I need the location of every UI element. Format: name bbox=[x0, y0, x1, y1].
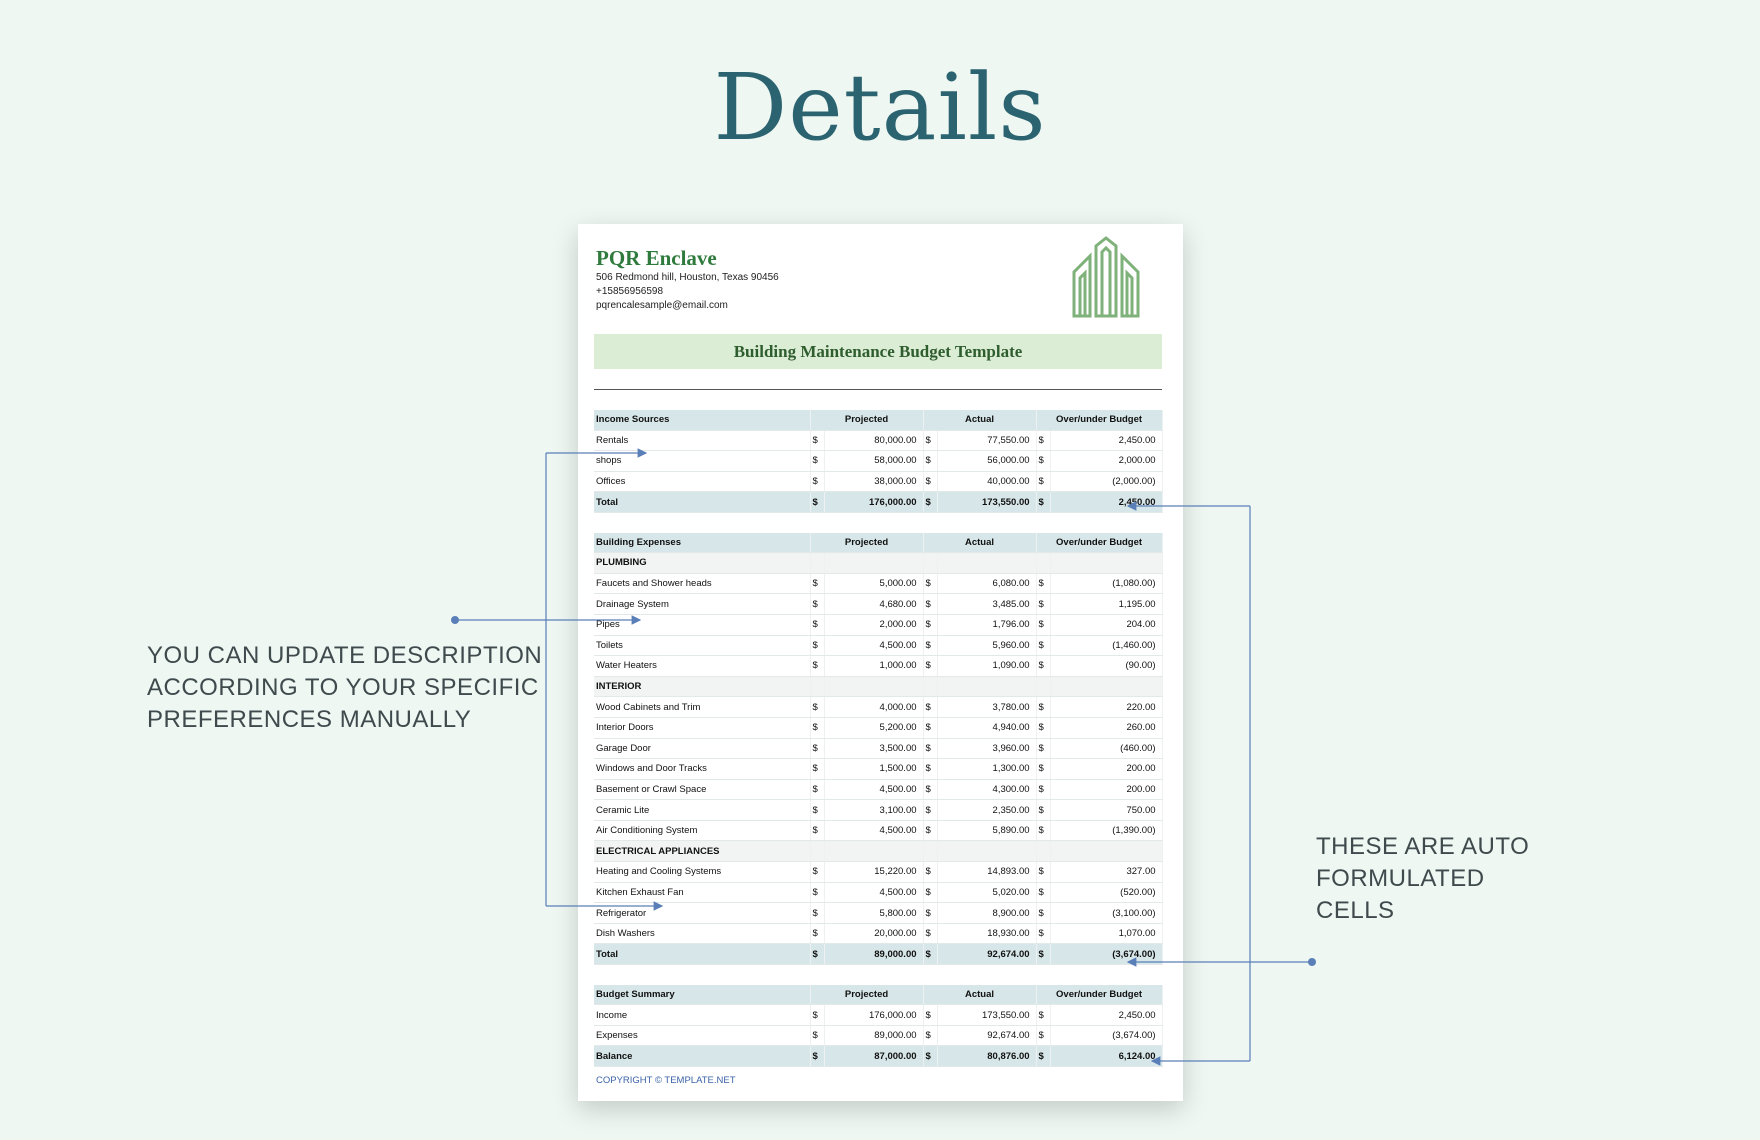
column-header-projected: Projected bbox=[810, 410, 923, 430]
currency-symbol: $ bbox=[923, 656, 937, 677]
variance-value: (460.00) bbox=[1050, 738, 1162, 759]
variance-value: (520.00) bbox=[1050, 882, 1162, 903]
summary-header-row bbox=[594, 985, 1162, 1005]
income-row[interactable] bbox=[594, 451, 1162, 472]
page-title: Details bbox=[713, 54, 1047, 161]
currency-symbol: $ bbox=[810, 594, 824, 615]
currency-symbol: $ bbox=[923, 635, 937, 656]
projected-value: 176,000.00 bbox=[824, 492, 923, 513]
expense-row[interactable] bbox=[594, 923, 1162, 944]
currency-symbol: $ bbox=[810, 717, 824, 738]
category-spacer bbox=[810, 676, 824, 697]
section-heading: Building Expenses bbox=[594, 533, 810, 553]
auto-formula-callout: THESE ARE AUTO FORMULATED CELLS bbox=[1316, 833, 1530, 924]
expense-row[interactable] bbox=[594, 573, 1162, 594]
category-row bbox=[594, 553, 1162, 574]
expenses-total-row[interactable] bbox=[594, 944, 1162, 965]
currency-symbol: $ bbox=[1036, 1005, 1050, 1026]
currency-symbol: $ bbox=[923, 944, 937, 965]
projected-value: 4,500.00 bbox=[824, 820, 923, 841]
currency-symbol: $ bbox=[1036, 820, 1050, 841]
row-label: Income bbox=[594, 1005, 810, 1026]
currency-symbol: $ bbox=[810, 779, 824, 800]
projected-value: 80,000.00 bbox=[824, 430, 923, 451]
row-label: Expenses bbox=[594, 1025, 810, 1046]
company-address: 506 Redmond hill, Houston, Texas 90456 bbox=[596, 272, 779, 283]
callout-dot-right bbox=[1308, 958, 1316, 966]
row-label: Windows and Door Tracks bbox=[594, 759, 810, 780]
currency-symbol: $ bbox=[1036, 779, 1050, 800]
category-label: PLUMBING bbox=[594, 553, 810, 574]
projected-value: 4,000.00 bbox=[824, 697, 923, 718]
column-header-projected: Projected bbox=[810, 533, 923, 553]
variance-value: 2,450.00 bbox=[1050, 492, 1162, 513]
row-label: Interior Doors bbox=[594, 717, 810, 738]
variance-value: 6,124.00 bbox=[1050, 1046, 1162, 1067]
company-phone: +15856956598 bbox=[596, 286, 664, 297]
actual-value: 56,000.00 bbox=[937, 451, 1036, 472]
spacer-row bbox=[594, 512, 1162, 532]
row-label: Dish Washers bbox=[594, 923, 810, 944]
currency-symbol: $ bbox=[810, 862, 824, 883]
currency-symbol: $ bbox=[923, 573, 937, 594]
currency-symbol: $ bbox=[923, 1025, 937, 1046]
actual-value: 14,893.00 bbox=[937, 862, 1036, 883]
column-header-actual: Actual bbox=[923, 410, 1036, 430]
category-spacer bbox=[1036, 841, 1050, 862]
currency-symbol: $ bbox=[1036, 430, 1050, 451]
actual-value: 5,020.00 bbox=[937, 882, 1036, 903]
column-header-actual: Actual bbox=[923, 985, 1036, 1005]
projected-value: 1,000.00 bbox=[824, 656, 923, 677]
category-spacer bbox=[824, 553, 923, 574]
summary-row[interactable] bbox=[594, 1005, 1162, 1026]
variance-value: 1,195.00 bbox=[1050, 594, 1162, 615]
currency-symbol: $ bbox=[810, 1005, 824, 1026]
row-label: Toilets bbox=[594, 635, 810, 656]
variance-value: 204.00 bbox=[1050, 614, 1162, 635]
row-label: Wood Cabinets and Trim bbox=[594, 697, 810, 718]
projected-value: 89,000.00 bbox=[824, 944, 923, 965]
variance-value: 1,070.00 bbox=[1050, 923, 1162, 944]
row-label: Offices bbox=[594, 471, 810, 492]
expense-row[interactable] bbox=[594, 903, 1162, 924]
variance-value: 200.00 bbox=[1050, 759, 1162, 780]
building-logo-icon bbox=[1066, 234, 1146, 324]
currency-symbol: $ bbox=[923, 614, 937, 635]
variance-value: 2,450.00 bbox=[1050, 1005, 1162, 1026]
row-label: Total bbox=[594, 944, 810, 965]
currency-symbol: $ bbox=[810, 820, 824, 841]
currency-symbol: $ bbox=[923, 779, 937, 800]
row-label: Heating and Cooling Systems bbox=[594, 862, 810, 883]
projected-value: 20,000.00 bbox=[824, 923, 923, 944]
category-spacer bbox=[937, 676, 1036, 697]
currency-symbol: $ bbox=[810, 1046, 824, 1067]
category-label: ELECTRICAL APPLIANCES bbox=[594, 841, 810, 862]
variance-value: 2,000.00 bbox=[1050, 451, 1162, 472]
row-label: Ceramic Lite bbox=[594, 800, 810, 821]
category-row bbox=[594, 841, 1162, 862]
expense-row[interactable] bbox=[594, 738, 1162, 759]
variance-value: 260.00 bbox=[1050, 717, 1162, 738]
category-spacer bbox=[1036, 676, 1050, 697]
column-header-actual: Actual bbox=[923, 533, 1036, 553]
expense-row[interactable] bbox=[594, 779, 1162, 800]
projected-value: 5,200.00 bbox=[824, 717, 923, 738]
column-header-projected: Projected bbox=[810, 985, 923, 1005]
currency-symbol: $ bbox=[923, 738, 937, 759]
category-spacer bbox=[1050, 841, 1162, 862]
row-label: Total bbox=[594, 492, 810, 513]
currency-symbol: $ bbox=[810, 882, 824, 903]
currency-symbol: $ bbox=[1036, 697, 1050, 718]
variance-value: (1,080.00) bbox=[1050, 573, 1162, 594]
projected-value: 3,500.00 bbox=[824, 738, 923, 759]
category-spacer bbox=[824, 676, 923, 697]
currency-symbol: $ bbox=[1036, 594, 1050, 615]
actual-value: 18,930.00 bbox=[937, 923, 1036, 944]
actual-value: 5,960.00 bbox=[937, 635, 1036, 656]
expense-row[interactable] bbox=[594, 614, 1162, 635]
currency-symbol: $ bbox=[923, 820, 937, 841]
expense-row[interactable] bbox=[594, 759, 1162, 780]
spacer-cell bbox=[594, 965, 1162, 985]
company-email: pqrencalesample@email.com bbox=[596, 300, 728, 311]
income-total-row[interactable] bbox=[594, 492, 1162, 513]
category-spacer bbox=[937, 841, 1036, 862]
actual-value: 1,090.00 bbox=[937, 656, 1036, 677]
projected-value: 3,100.00 bbox=[824, 800, 923, 821]
actual-value: 1,300.00 bbox=[937, 759, 1036, 780]
expenses-header-row bbox=[594, 533, 1162, 553]
currency-symbol: $ bbox=[1036, 800, 1050, 821]
currency-symbol: $ bbox=[810, 451, 824, 472]
expense-row[interactable] bbox=[594, 717, 1162, 738]
projected-value: 2,000.00 bbox=[824, 614, 923, 635]
income-row[interactable] bbox=[594, 430, 1162, 451]
currency-symbol: $ bbox=[810, 738, 824, 759]
budget-sheet bbox=[578, 224, 1183, 1101]
currency-symbol: $ bbox=[1036, 451, 1050, 472]
balance-row[interactable] bbox=[594, 1046, 1162, 1067]
row-label: Balance bbox=[594, 1046, 810, 1067]
projected-value: 15,220.00 bbox=[824, 862, 923, 883]
column-header-variance: Over/under Budget bbox=[1036, 410, 1162, 430]
category-spacer bbox=[1036, 553, 1050, 574]
category-spacer bbox=[1050, 676, 1162, 697]
projected-value: 1,500.00 bbox=[824, 759, 923, 780]
row-label: Basement or Crawl Space bbox=[594, 779, 810, 800]
currency-symbol: $ bbox=[1036, 656, 1050, 677]
currency-symbol: $ bbox=[923, 882, 937, 903]
actual-value: 5,890.00 bbox=[937, 820, 1036, 841]
currency-symbol: $ bbox=[810, 471, 824, 492]
actual-value: 3,485.00 bbox=[937, 594, 1036, 615]
category-spacer bbox=[824, 841, 923, 862]
column-header-variance: Over/under Budget bbox=[1036, 985, 1162, 1005]
currency-symbol: $ bbox=[1036, 759, 1050, 780]
variance-value: (3,674.00) bbox=[1050, 944, 1162, 965]
projected-value: 4,500.00 bbox=[824, 779, 923, 800]
actual-value: 77,550.00 bbox=[937, 430, 1036, 451]
currency-symbol: $ bbox=[810, 614, 824, 635]
income-row[interactable] bbox=[594, 471, 1162, 492]
row-label: Water Heaters bbox=[594, 656, 810, 677]
currency-symbol: $ bbox=[810, 635, 824, 656]
spacer-cell bbox=[594, 512, 1162, 532]
category-spacer bbox=[810, 553, 824, 574]
currency-symbol: $ bbox=[1036, 738, 1050, 759]
currency-symbol: $ bbox=[923, 430, 937, 451]
currency-symbol: $ bbox=[1036, 923, 1050, 944]
spacer-row bbox=[594, 965, 1162, 985]
category-spacer bbox=[923, 841, 937, 862]
actual-value: 4,300.00 bbox=[937, 779, 1036, 800]
currency-symbol: $ bbox=[1036, 944, 1050, 965]
projected-value: 38,000.00 bbox=[824, 471, 923, 492]
template-banner: Building Maintenance Budget Template bbox=[594, 334, 1162, 369]
currency-symbol: $ bbox=[1036, 573, 1050, 594]
actual-value: 173,550.00 bbox=[937, 1005, 1036, 1026]
row-label: Garage Door bbox=[594, 738, 810, 759]
expense-row[interactable] bbox=[594, 697, 1162, 718]
category-spacer bbox=[923, 553, 937, 574]
category-spacer bbox=[810, 841, 824, 862]
currency-symbol: $ bbox=[810, 1025, 824, 1046]
currency-symbol: $ bbox=[810, 430, 824, 451]
currency-symbol: $ bbox=[810, 800, 824, 821]
copyright-text: COPYRIGHT © TEMPLATE.NET bbox=[596, 1075, 736, 1086]
currency-symbol: $ bbox=[810, 697, 824, 718]
expense-row[interactable] bbox=[594, 594, 1162, 615]
projected-value: 89,000.00 bbox=[824, 1025, 923, 1046]
currency-symbol: $ bbox=[923, 923, 937, 944]
currency-symbol: $ bbox=[923, 1005, 937, 1026]
projected-value: 4,500.00 bbox=[824, 635, 923, 656]
currency-symbol: $ bbox=[923, 594, 937, 615]
currency-symbol: $ bbox=[1036, 471, 1050, 492]
currency-symbol: $ bbox=[810, 944, 824, 965]
budget-table bbox=[594, 410, 1163, 1067]
actual-value: 92,674.00 bbox=[937, 1025, 1036, 1046]
currency-symbol: $ bbox=[923, 471, 937, 492]
section-heading: Income Sources bbox=[594, 410, 810, 430]
actual-value: 3,780.00 bbox=[937, 697, 1036, 718]
manual-edit-callout: YOU CAN UPDATE DESCRIPTION ACCORDING TO YOUR SPECIFIC PREFERENCES MANUALLY bbox=[147, 642, 543, 733]
currency-symbol: $ bbox=[923, 800, 937, 821]
projected-value: 5,800.00 bbox=[824, 903, 923, 924]
expense-row[interactable] bbox=[594, 656, 1162, 677]
actual-value: 8,900.00 bbox=[937, 903, 1036, 924]
currency-symbol: $ bbox=[810, 759, 824, 780]
row-label: Drainage System bbox=[594, 594, 810, 615]
actual-value: 1,796.00 bbox=[937, 614, 1036, 635]
currency-symbol: $ bbox=[923, 1046, 937, 1067]
divider bbox=[594, 389, 1162, 390]
category-spacer bbox=[937, 553, 1036, 574]
currency-symbol: $ bbox=[1036, 862, 1050, 883]
income-header-row bbox=[594, 410, 1162, 430]
projected-value: 4,500.00 bbox=[824, 882, 923, 903]
actual-value: 4,940.00 bbox=[937, 717, 1036, 738]
variance-value: (3,674.00) bbox=[1050, 1025, 1162, 1046]
currency-symbol: $ bbox=[923, 492, 937, 513]
variance-value: (1,390.00) bbox=[1050, 820, 1162, 841]
currency-symbol: $ bbox=[1036, 1046, 1050, 1067]
actual-value: 80,876.00 bbox=[937, 1046, 1036, 1067]
variance-value: 750.00 bbox=[1050, 800, 1162, 821]
currency-symbol: $ bbox=[1036, 614, 1050, 635]
variance-value: (2,000.00) bbox=[1050, 471, 1162, 492]
currency-symbol: $ bbox=[923, 451, 937, 472]
row-label: Refrigerator bbox=[594, 903, 810, 924]
row-label: Rentals bbox=[594, 430, 810, 451]
expense-row[interactable] bbox=[594, 820, 1162, 841]
actual-value: 3,960.00 bbox=[937, 738, 1036, 759]
actual-value: 173,550.00 bbox=[937, 492, 1036, 513]
currency-symbol: $ bbox=[1036, 1025, 1050, 1046]
currency-symbol: $ bbox=[810, 573, 824, 594]
expense-row[interactable] bbox=[594, 862, 1162, 883]
row-label: shops bbox=[594, 451, 810, 472]
currency-symbol: $ bbox=[1036, 882, 1050, 903]
row-label: Air Conditioning System bbox=[594, 820, 810, 841]
company-name: PQR Enclave bbox=[596, 246, 717, 270]
currency-symbol: $ bbox=[1036, 492, 1050, 513]
category-label: INTERIOR bbox=[594, 676, 810, 697]
currency-symbol: $ bbox=[810, 656, 824, 677]
section-heading: Budget Summary bbox=[594, 985, 810, 1005]
variance-value: 200.00 bbox=[1050, 779, 1162, 800]
actual-value: 92,674.00 bbox=[937, 944, 1036, 965]
currency-symbol: $ bbox=[923, 759, 937, 780]
currency-symbol: $ bbox=[923, 717, 937, 738]
callout-dot-left bbox=[451, 616, 459, 624]
actual-value: 6,080.00 bbox=[937, 573, 1036, 594]
variance-value: 327.00 bbox=[1050, 862, 1162, 883]
expense-row[interactable] bbox=[594, 800, 1162, 821]
currency-symbol: $ bbox=[923, 903, 937, 924]
projected-value: 58,000.00 bbox=[824, 451, 923, 472]
summary-row[interactable] bbox=[594, 1025, 1162, 1046]
expense-row[interactable] bbox=[594, 882, 1162, 903]
category-row bbox=[594, 676, 1162, 697]
currency-symbol: $ bbox=[1036, 717, 1050, 738]
projected-value: 87,000.00 bbox=[824, 1046, 923, 1067]
variance-value: (90.00) bbox=[1050, 656, 1162, 677]
expense-row[interactable] bbox=[594, 635, 1162, 656]
currency-symbol: $ bbox=[1036, 903, 1050, 924]
row-label: Kitchen Exhaust Fan bbox=[594, 882, 810, 903]
projected-value: 5,000.00 bbox=[824, 573, 923, 594]
currency-symbol: $ bbox=[1036, 635, 1050, 656]
category-spacer bbox=[1050, 553, 1162, 574]
projected-value: 4,680.00 bbox=[824, 594, 923, 615]
category-spacer bbox=[923, 676, 937, 697]
actual-value: 40,000.00 bbox=[937, 471, 1036, 492]
currency-symbol: $ bbox=[810, 492, 824, 513]
actual-value: 2,350.00 bbox=[937, 800, 1036, 821]
variance-value: 220.00 bbox=[1050, 697, 1162, 718]
variance-value: (3,100.00) bbox=[1050, 903, 1162, 924]
variance-value: 2,450.00 bbox=[1050, 430, 1162, 451]
row-label: Faucets and Shower heads bbox=[594, 573, 810, 594]
currency-symbol: $ bbox=[923, 862, 937, 883]
row-label: Pipes bbox=[594, 614, 810, 635]
projected-value: 176,000.00 bbox=[824, 1005, 923, 1026]
currency-symbol: $ bbox=[810, 923, 824, 944]
currency-symbol: $ bbox=[923, 697, 937, 718]
currency-symbol: $ bbox=[810, 903, 824, 924]
variance-value: (1,460.00) bbox=[1050, 635, 1162, 656]
column-header-variance: Over/under Budget bbox=[1036, 533, 1162, 553]
